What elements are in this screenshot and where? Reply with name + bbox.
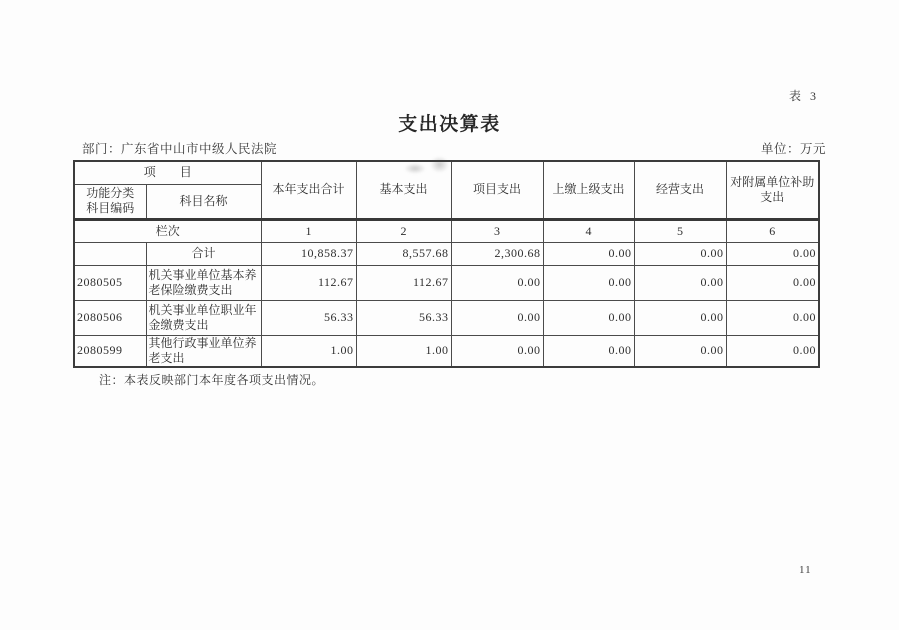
- header-col-subsidy: 对附属单位补助支出: [726, 161, 819, 219]
- page-title: 支出决算表: [398, 114, 501, 135]
- row-code: [74, 242, 146, 265]
- row-code: 2080599: [74, 335, 146, 367]
- page-number: 11: [799, 564, 812, 576]
- rank-number: 3: [451, 219, 543, 242]
- row-value: 0.00: [543, 335, 634, 367]
- header-function-code-line2: 科目编码: [86, 201, 135, 215]
- header-function-code: [74, 184, 146, 219]
- row-value: 112.67: [261, 265, 356, 300]
- sheet-number-label: 表 3: [789, 89, 820, 103]
- row-value: 0.00: [726, 335, 819, 367]
- rank-number: 5: [634, 219, 726, 242]
- row-value: 56.33: [261, 300, 356, 335]
- header-col-upward: 上缴上级支出: [543, 161, 634, 219]
- rank-number: 6: [726, 219, 819, 242]
- header-row-item: [74, 161, 819, 184]
- row-value: 10,858.37: [261, 242, 356, 265]
- row-value: 0.00: [543, 300, 634, 335]
- row-value: 0.00: [726, 300, 819, 335]
- rank-label: 栏次: [74, 219, 261, 242]
- table-row-total: [74, 242, 819, 265]
- expenditure-table: [73, 160, 820, 368]
- header-item-group: 项 目: [74, 161, 261, 184]
- rank-number: 4: [543, 219, 634, 242]
- row-code: 2080506: [74, 300, 146, 335]
- footnote: 注：本表反映部门本年度各项支出情况。: [99, 373, 325, 387]
- row-value: 0.00: [634, 300, 726, 335]
- row-value: 0.00: [451, 335, 543, 367]
- row-name: 机关事业单位基本养老保险缴费支出: [146, 265, 261, 300]
- table-row: [74, 335, 819, 367]
- row-value: 56.33: [356, 300, 451, 335]
- row-value: 0.00: [726, 265, 819, 300]
- row-value: 112.67: [356, 265, 451, 300]
- rank-number: 2: [356, 219, 451, 242]
- table-row: [74, 265, 819, 300]
- row-value: 1.00: [261, 335, 356, 367]
- row-value: 0.00: [726, 242, 819, 265]
- row-value: 0.00: [634, 242, 726, 265]
- header-col-operating: 经营支出: [634, 161, 726, 219]
- row-value: 0.00: [634, 335, 726, 367]
- header-col-total: 本年支出合计: [261, 161, 356, 219]
- row-name: 机关事业单位职业年金缴费支出: [146, 300, 261, 335]
- row-value: 1.00: [356, 335, 451, 367]
- rank-number: 1: [261, 219, 356, 242]
- table-row: [74, 300, 819, 335]
- row-value: 0.00: [634, 265, 726, 300]
- row-value: 0.00: [543, 242, 634, 265]
- row-value: 0.00: [543, 265, 634, 300]
- row-value: 0.00: [451, 300, 543, 335]
- rank-row: [74, 219, 819, 242]
- row-code: 2080505: [74, 265, 146, 300]
- row-name-total: 合计: [146, 242, 261, 265]
- header-subject-name: 科目名称: [146, 184, 261, 219]
- header-col-basic: 基本支出: [356, 161, 451, 219]
- header-function-code-line1: 功能分类: [86, 186, 135, 200]
- row-value: 0.00: [451, 265, 543, 300]
- unit-label: 单位：万元: [760, 142, 826, 156]
- row-name: 其他行政事业单位养老支出: [146, 335, 261, 367]
- header-col-project: 项目支出: [451, 161, 543, 219]
- row-value: 2,300.68: [451, 242, 543, 265]
- row-value: 8,557.68: [356, 242, 451, 265]
- department-label: 部门：广东省中山市中级人民法院: [82, 142, 278, 156]
